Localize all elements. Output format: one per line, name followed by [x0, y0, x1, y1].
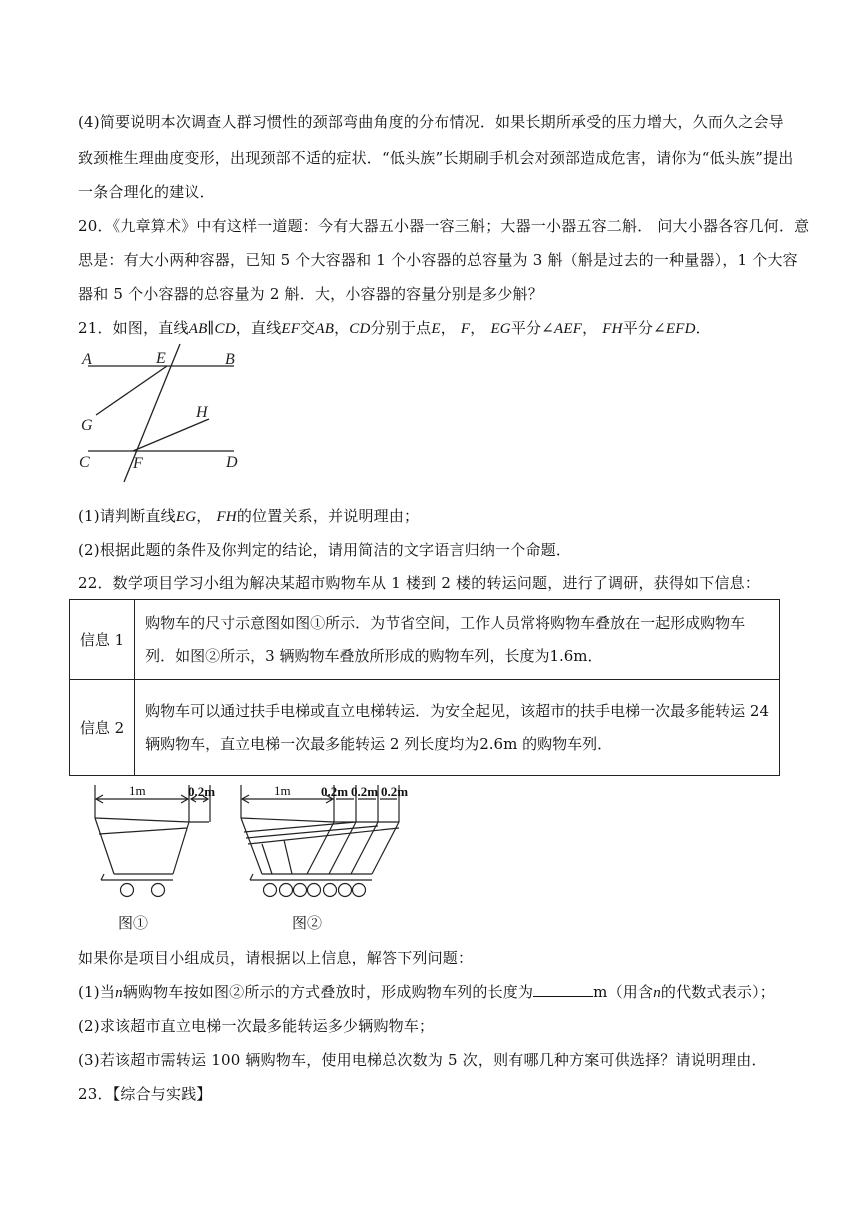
q22-question-intro: 如果你是项目小组成员，请根据以上信息，解答下列问题： — [78, 949, 474, 967]
q22-figure-2-stacked-carts — [234, 782, 434, 932]
info1-label: 信息 1 — [70, 600, 135, 680]
ray-fh — [133, 419, 209, 451]
fig1-dim-02m: 0.2m — [188, 784, 216, 799]
fig2-dim-02m-3: 0.2m — [381, 784, 409, 799]
fig2-dim-1m: 1m — [274, 783, 291, 798]
q20-line2: 思是：有大小两种容器，已知 5 个大容器和 1 个小容器的总容量为 3 斛（斛是过去的一种量器），1 个大容 — [78, 251, 798, 269]
label-G: G — [81, 417, 93, 434]
ray-eg — [96, 366, 167, 415]
label-A: A — [82, 351, 92, 368]
q22-q2: (2)求该超市直立电梯一次最多能转运多少辆购物车； — [78, 1017, 435, 1035]
label-F: F — [133, 455, 143, 472]
info2-line1: 购物车可以通过扶手电梯或直立电梯转运．为安全起见，该超市的扶手电梯一次最多能转运 24 — [145, 701, 769, 720]
q19-part4-line1: (4)简要说明本次调查人群习惯性的颈部弯曲角度的分布情况．如果长期所承受的压力增大，久而久之会导 — [78, 113, 784, 131]
info2-line2: 辆购物车，直立电梯一次最多能转运 2 列长度均为2.6m 的购物车列． — [145, 734, 613, 753]
fig2-dim-02m-1: 0.2m — [321, 784, 349, 799]
q19-part4-line2: 致颈椎生理曲度变形，出现颈部不适的症状．“低头族”长期刷手机会对颈部造成危害，请你为“低头族”提出 — [78, 149, 794, 167]
q21-geometry-figure — [76, 342, 256, 494]
label-H: H — [196, 404, 208, 421]
fig1-caption: 图① — [118, 916, 149, 932]
q20-line3: 器和 5 个小容器的总容量为 2 斛．大，小容器的容量分别是多少斛？ — [78, 285, 543, 303]
info1-line2: 列．如图②所示，3 辆购物车叠放所形成的购物车列，长度为1.6m． — [145, 646, 603, 665]
q22-figure-1-cart — [84, 782, 234, 932]
q22-info-table — [69, 599, 780, 776]
q21-stem: 21．如图，直线AB∥CD，直线EF交AB，CD分别于点E， F， EG平分∠AEF， FH平分∠EFD． — [78, 319, 711, 337]
table-row — [70, 600, 780, 680]
q21-part1: (1)请判断直线EG， FH的位置关系，并说明理由； — [78, 507, 420, 525]
info1-content — [135, 600, 780, 680]
q23-title: 23．【综合与实践】 — [78, 1085, 212, 1103]
q19-part4-line3: 一条合理化的建议． — [78, 183, 215, 201]
q20-line1: 20．《九章算术》中有这样一道题：今有大器五小器一容三斛；大器一小器五容二斛． 问大小器各容几何．意 — [78, 217, 810, 235]
label-E: E — [156, 350, 166, 367]
fig2-dim-02m-2: 0.2m — [351, 784, 379, 799]
label-D: D — [226, 454, 238, 471]
info1-line1: 购物车的尺寸示意图如图①所示．为节省空间，工作人员常将购物车叠放在一起形成购物车 — [145, 613, 746, 632]
info2-label: 信息 2 — [70, 680, 135, 776]
fig2-caption: 图② — [292, 916, 323, 932]
fig1-dim-1m: 1m — [129, 783, 146, 798]
q22-q1: (1)当n辆购物车按如图②所示的方式叠放时，形成购物车列的长度为 m（用含n的代数式表示）； — [78, 974, 788, 1011]
q22-intro: 22．数学项目学习小组为解决某超市购物车从 1 楼到 2 楼的转运问题，进行了调研，获得如下信息： — [78, 574, 761, 592]
label-C: C — [79, 454, 90, 471]
table-row — [70, 680, 780, 776]
info2-content — [135, 680, 780, 776]
label-B: B — [225, 351, 235, 368]
q22-q3: (3)若该超市需转运 100 辆购物车，使用电梯总次数为 5 次，则有哪几种方案可供选择？请说明理由． — [78, 1051, 767, 1069]
answer-blank[interactable] — [533, 978, 593, 997]
q21-part2: (2)根据此题的条件及你判定的结论，请用简洁的文字语言归纳一个命题． — [78, 541, 572, 559]
